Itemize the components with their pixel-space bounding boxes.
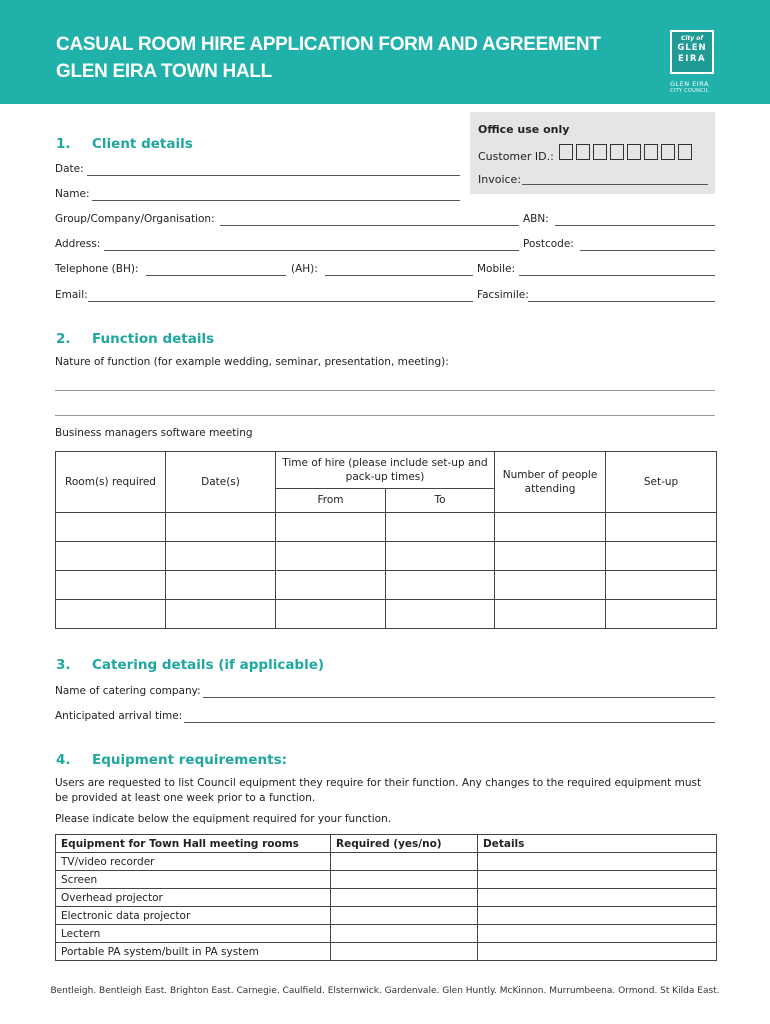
table-cell[interactable] (276, 600, 386, 629)
address-field[interactable] (104, 250, 519, 251)
office-use-title: Office use only (478, 123, 570, 136)
equipment-required-cell[interactable] (331, 925, 478, 943)
council-logo (670, 30, 714, 74)
logo-text-eira: EIRA (677, 54, 707, 64)
table-cell[interactable] (166, 571, 276, 600)
email-field[interactable] (88, 301, 473, 302)
customer-id-box[interactable] (627, 144, 641, 160)
section-4-title: Equipment requirements: (92, 752, 288, 768)
equipment-details-cell[interactable] (478, 889, 717, 907)
equipment-required-cell[interactable] (331, 853, 478, 871)
table-cell[interactable] (56, 513, 166, 542)
arrival-time-field[interactable] (184, 722, 715, 723)
arrival-time-label: Anticipated arrival time: (55, 710, 183, 722)
time-of-hire-header: Time of hire (please include set-up and pack-up times) (276, 452, 495, 489)
table-cell[interactable] (495, 542, 606, 571)
equipment-item: Overhead projector (56, 889, 331, 907)
to-header: To (386, 489, 495, 513)
customer-id-box[interactable] (593, 144, 607, 160)
table-cell[interactable] (606, 542, 717, 571)
postcode-field[interactable] (580, 250, 715, 251)
equipment-table-header (56, 835, 717, 853)
table-cell[interactable] (56, 600, 166, 629)
equipment-details-cell[interactable] (478, 925, 717, 943)
equipment-required-cell[interactable] (331, 907, 478, 925)
table-cell[interactable] (166, 542, 276, 571)
equipment-required-header: Required (yes/no) (331, 835, 478, 853)
table-cell[interactable] (386, 600, 495, 629)
equipment-details-cell[interactable] (478, 871, 717, 889)
customer-id-box[interactable] (678, 144, 692, 160)
function-table (55, 451, 717, 629)
equipment-intro-line2: be provided at least one week prior to a function. (55, 792, 316, 804)
table-cell[interactable] (606, 600, 717, 629)
section-2-number: 2. (56, 331, 71, 347)
equipment-item: Lectern (56, 925, 331, 943)
table-row (56, 871, 717, 889)
table-row (56, 513, 717, 542)
name-field[interactable] (92, 200, 460, 201)
logo-caption: GLEN EIRA (670, 80, 709, 88)
table-cell[interactable] (495, 571, 606, 600)
table-row (56, 853, 717, 871)
date-field[interactable] (87, 175, 460, 176)
table-cell[interactable] (495, 600, 606, 629)
postcode-label: Postcode: (523, 238, 574, 250)
table-row (56, 943, 717, 961)
equipment-item: Portable PA system/built in PA system (56, 943, 331, 961)
section-2-title: Function details (92, 331, 215, 347)
facsimile-label: Facsimile: (477, 289, 529, 301)
customer-id-box[interactable] (559, 144, 573, 160)
table-row (56, 889, 717, 907)
form-subtitle: GLEN EIRA TOWN HALL (56, 61, 272, 82)
equipment-details-cell[interactable] (478, 853, 717, 871)
table-row (56, 925, 717, 943)
setup-header: Set-up (606, 452, 717, 513)
telephone-ah-label: (AH): (291, 263, 318, 275)
table-cell[interactable] (495, 513, 606, 542)
table-cell[interactable] (56, 542, 166, 571)
section-4-number: 4. (56, 752, 71, 768)
equipment-item: TV/video recorder (56, 853, 331, 871)
facsimile-field[interactable] (528, 301, 715, 302)
abn-label: ABN: (523, 213, 549, 225)
customer-id-box[interactable] (644, 144, 658, 160)
customer-id-box[interactable] (576, 144, 590, 160)
equipment-table (55, 834, 717, 961)
name-label: Name: (55, 188, 90, 200)
form-title: CASUAL ROOM HIRE APPLICATION FORM AND AGREEMENT (56, 34, 601, 55)
equipment-details-cell[interactable] (478, 943, 717, 961)
footer-suburbs: Bentleigh. Bentleigh East. Brighton East. Carnegie. Caulfield. Elsternwick. Gardenvale. Glen Huntly. McKinnon. Murrumbeena. Ormond. St Kilda East. (50, 986, 720, 996)
customer-id-box[interactable] (610, 144, 624, 160)
organisation-field[interactable] (220, 225, 519, 226)
telephone-bh-field[interactable] (146, 275, 286, 276)
table-row (56, 600, 717, 629)
logo-text-glen: GLEN (677, 43, 707, 53)
nature-of-function-label: Nature of function (for example wedding, seminar, presentation, meeting): (55, 356, 449, 368)
function-table-header (56, 452, 717, 489)
table-cell[interactable] (386, 571, 495, 600)
email-label: Email: (55, 289, 88, 301)
table-cell[interactable] (276, 513, 386, 542)
table-cell[interactable] (606, 513, 717, 542)
logo-caption-small: CITY COUNCIL (670, 88, 709, 94)
invoice-field[interactable] (522, 184, 708, 185)
telephone-bh-label: Telephone (BH): (55, 263, 139, 275)
organisation-label: Group/Company/Organisation: (55, 213, 215, 225)
logo-text-city: City of (680, 35, 704, 42)
table-cell[interactable] (276, 542, 386, 571)
from-header: From (276, 489, 386, 513)
table-row (56, 542, 717, 571)
telephone-ah-field[interactable] (325, 275, 473, 276)
equipment-intro-line1: Users are requested to list Council equipment they require for their function. Any changes to the required equipment must (55, 777, 702, 789)
rooms-header: Room(s) required (56, 452, 166, 513)
equipment-item: Screen (56, 871, 331, 889)
mobile-label: Mobile: (477, 263, 515, 275)
customer-id-label: Customer ID.: (478, 150, 554, 163)
table-cell[interactable] (166, 513, 276, 542)
equipment-details-cell[interactable] (478, 907, 717, 925)
table-cell[interactable] (386, 513, 495, 542)
header-banner (0, 0, 770, 104)
table-row (56, 907, 717, 925)
table-cell[interactable] (606, 571, 717, 600)
table-cell[interactable] (166, 600, 276, 629)
mobile-field[interactable] (519, 275, 715, 276)
table-row (56, 571, 717, 600)
equipment-details-header: Details (478, 835, 717, 853)
abn-field[interactable] (555, 225, 715, 226)
nature-of-function-line[interactable] (55, 415, 715, 416)
customer-id-box[interactable] (661, 144, 675, 160)
dates-header: Date(s) (166, 452, 276, 513)
people-header: Number of people attending (495, 452, 606, 513)
nature-of-function-value[interactable]: Business managers software meeting (55, 427, 253, 439)
table-cell[interactable] (386, 542, 495, 571)
equipment-instruction: Please indicate below the equipment required for your function. (55, 813, 392, 825)
invoice-label: Invoice: (478, 173, 522, 186)
equipment-item-header: Equipment for Town Hall meeting rooms (56, 835, 331, 853)
equipment-required-cell[interactable] (331, 889, 478, 907)
table-cell[interactable] (56, 571, 166, 600)
nature-of-function-line[interactable] (55, 390, 715, 391)
customer-id-boxes[interactable] (559, 144, 695, 160)
equipment-required-cell[interactable] (331, 943, 478, 961)
date-label: Date: (55, 163, 84, 175)
equipment-item: Electronic data projector (56, 907, 331, 925)
section-3-number: 3. (56, 657, 71, 673)
section-1-title: Client details (92, 136, 193, 152)
address-label: Address: (55, 238, 101, 250)
equipment-required-cell[interactable] (331, 871, 478, 889)
table-cell[interactable] (276, 571, 386, 600)
catering-company-label: Name of catering company: (55, 685, 201, 697)
section-1-number: 1. (56, 136, 71, 152)
section-3-title: Catering details (if applicable) (92, 657, 325, 673)
catering-company-field[interactable] (203, 697, 715, 698)
